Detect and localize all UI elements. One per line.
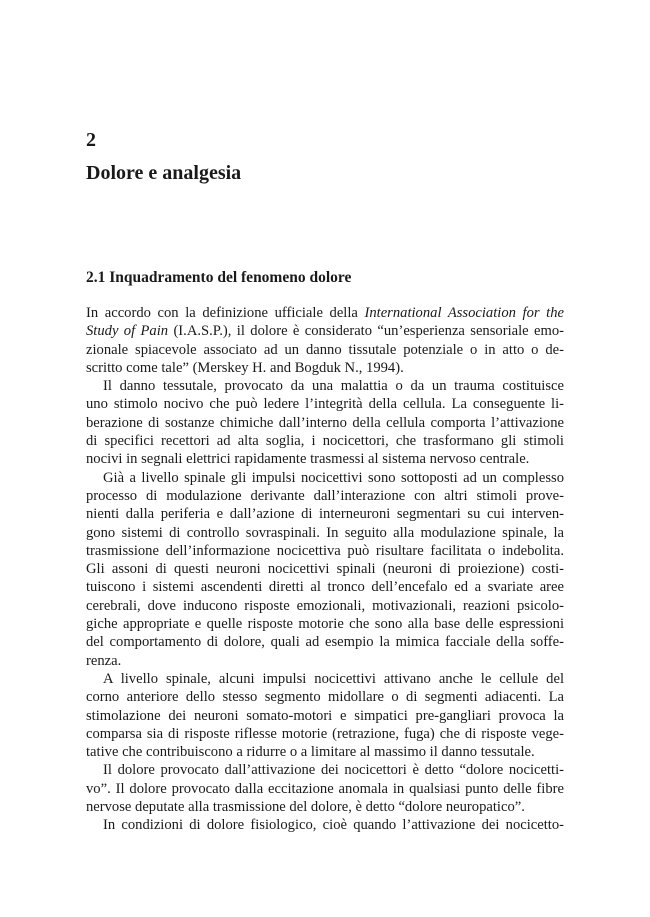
text-segment: zionale spiacevole associato ad un danno tissutale potenziale o in atto o de- — [86, 341, 564, 358]
text-line — [86, 761, 564, 779]
text-line — [86, 542, 564, 560]
paragraph — [86, 670, 564, 761]
text-line — [86, 670, 564, 688]
text-line — [86, 707, 564, 725]
text-segment: stimolazione dei neuroni somato-motori e simpatici pre-gangliari provoca la — [86, 707, 564, 724]
paragraph — [86, 816, 564, 834]
text-segment: gono sistemi di controllo sovraspinali. In seguito alla modulazione spinale, la — [86, 524, 564, 541]
text-segment: renza. — [86, 652, 122, 669]
chapter-number: 2 — [86, 129, 96, 151]
text-line — [86, 780, 564, 798]
text-segment: Il dolore provocato dall’attivazione dei nocicettori è detto “dolore nocicetti- — [103, 762, 564, 779]
text-line — [86, 322, 564, 340]
text-segment: A livello spinale, alcuni impulsi nocicettivi attivano anche le cellule del — [103, 670, 564, 687]
text-line — [86, 633, 564, 651]
text-line — [86, 578, 564, 596]
text-line — [86, 524, 564, 542]
text-line — [86, 469, 564, 487]
chapter-title: Dolore e analgesia — [86, 162, 242, 184]
text-line — [86, 487, 564, 505]
paragraph — [86, 304, 564, 377]
paragraph — [86, 469, 564, 670]
text-line — [86, 798, 564, 816]
text-segment: (I.A.S.P.), il dolore è considerato “un’esperienza sensoriale emo- — [168, 323, 564, 340]
text-segment: Il danno tessutale, provocato da una malattia o da un trauma costituisce — [103, 378, 564, 395]
paragraph — [86, 761, 564, 816]
body-text — [86, 304, 564, 835]
text-segment: In condizioni di dolore fisiologico, cioè quando l’attivazione dei nocicetto- — [103, 817, 564, 834]
text-line — [86, 450, 564, 468]
text-segment: berazione di sostanze chimiche dall’interno della cellula comporta l’attivazione — [86, 414, 564, 431]
section-heading: 2.1 Inquadramento del fenomeno dolore — [86, 269, 352, 286]
italic-text: International Association for the — [364, 305, 564, 321]
text-segment: comparsa sia di risposte riflesse motorie (retrazione, fuga) che di risposte vege- — [86, 725, 564, 742]
text-segment: processo di modulazione derivante dall’interazione con altri stimoli prove- — [86, 487, 564, 504]
text-line — [86, 341, 564, 359]
text-line — [86, 743, 564, 761]
text-line — [86, 359, 564, 377]
text-segment: giche appropriate e quelle risposte motorie che sono alla base delle espressioni — [86, 616, 564, 633]
text-segment: nervose deputate alla trasmissione del dolore, è detto “dolore neuropatico”. — [86, 799, 525, 816]
text-segment: nienti dalla periferia e dall’azione di interneuroni segmentari su cui interven- — [86, 506, 564, 523]
text-line — [86, 816, 564, 834]
text-line — [86, 377, 564, 395]
text-segment: del comportamento di dolore, quali ad esempio la mimica facciale della soffe- — [86, 634, 564, 651]
text-segment: tative che contribuiscono a ridurre o a limitare al massimo il danno tessutale. — [86, 744, 535, 761]
text-segment: nocivi in segnali elettrici rapidamente trasmessi al sistema nervoso centrale. — [86, 451, 530, 468]
italic-text: Study of Pain — [86, 323, 169, 340]
text-segment: uno stimolo nocivo che può ledere l’integrità della cellula. La conseguente li- — [86, 396, 564, 413]
text-segment: cerebrali, dove inducono risposte emozionali, motivazionali, reazioni psicolo- — [86, 597, 564, 614]
text-line — [86, 414, 564, 432]
text-segment: scritto come tale” (Merskey H. and Bogduk N., 1994). — [86, 359, 404, 376]
text-line — [86, 688, 564, 706]
text-segment: Già a livello spinale gli impulsi nocicettivi sono sottoposti ad un complesso — [103, 469, 564, 486]
text-segment: Gli assoni di questi neuroni nocicettivi spinali (neuroni di proiezione) costi- — [86, 561, 564, 578]
paragraph — [86, 377, 564, 468]
text-line — [86, 560, 564, 578]
text-line — [86, 652, 564, 670]
text-line — [86, 725, 564, 743]
text-line — [86, 395, 564, 413]
text-segment: trasmissione dell’informazione nocicettiva può risultare facilitata o indebolita. — [86, 542, 564, 559]
text-segment: di specifici recettori ad alta soglia, i nocicettori, che trasformano gli stimoli — [86, 433, 564, 450]
text-line — [86, 597, 564, 615]
text-line — [86, 615, 564, 633]
text-line — [86, 432, 564, 450]
text-segment: In accordo con la definizione ufficiale della — [86, 305, 365, 321]
text-segment: vo”. Il dolore provocato dalla eccitazione anomala in qualsiasi punto delle fibre — [86, 780, 564, 797]
text-segment: tuiscono i sistemi ascendenti diretti al tronco dell’encefalo ed a svariate aree — [86, 579, 564, 596]
text-line — [86, 505, 564, 523]
text-segment: corno anteriore dello stesso segmento midollare o di segmenti adiacenti. La — [86, 689, 564, 706]
text-line — [86, 304, 564, 322]
